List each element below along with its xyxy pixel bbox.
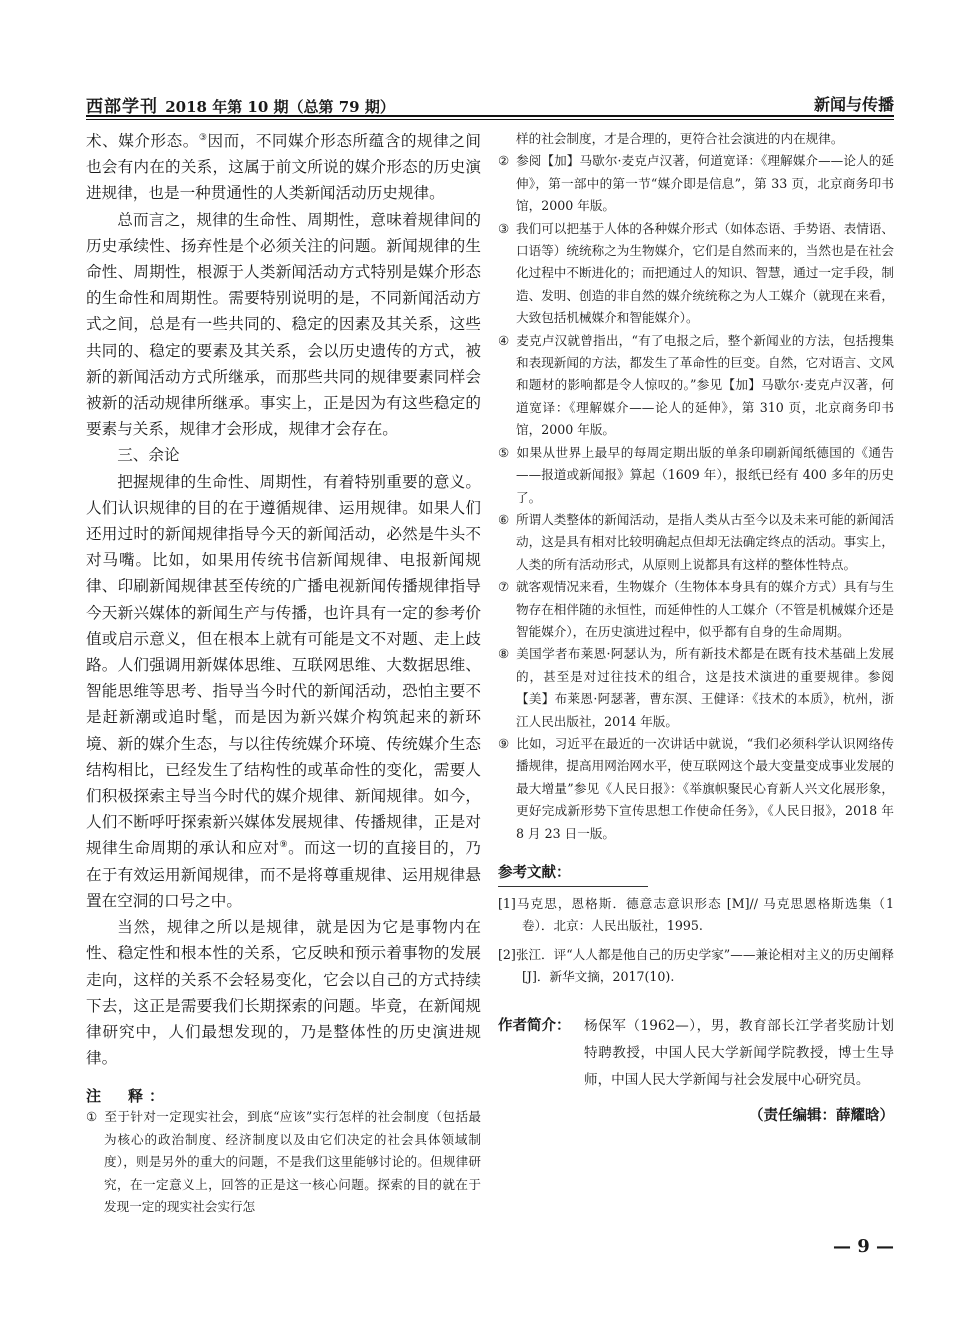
footnote-text: 样的社会制度，才是合理的，更符合社会演进的内在规律。	[516, 131, 844, 146]
reference-number: [2]	[498, 946, 516, 962]
header-journal-info	[86, 92, 395, 117]
footnote-text: 比如，习近平在最近的一次讲话中就说，“我们必须科学认识网络传播规律，提高用网治网水平，使互联网这个最大变量变成事业发展的最大增量”参见《人民日报》：《举旗帜聚民心育新人兴文化展形象，更好完成新形势下宣传思想工作使命任务》，《人民日报》，2018 年 8 月 23 日一版。	[516, 735, 894, 841]
footnote	[498, 218, 894, 330]
section-name: 新闻与传播	[813, 95, 894, 114]
header-rule-thin	[86, 119, 894, 120]
reference-item	[498, 893, 894, 938]
left-column	[86, 128, 481, 1218]
footnote	[498, 509, 894, 576]
footnote	[498, 576, 894, 643]
footnote-number: ①	[86, 1109, 98, 1125]
body-paragraph	[86, 914, 481, 1071]
footnote	[86, 1106, 481, 1218]
body-paragraph	[86, 207, 481, 443]
footnote-number: ③	[498, 220, 510, 236]
paragraph-text-cont: 。而这一切的直接目的，乃在于有效运用新闻规律，而不是将尊重规律、运用规律悬置在空洞的口号之中。	[86, 839, 481, 910]
footnote	[498, 733, 894, 845]
reference-text: 马克思，恩格斯．德意志意识形态 [M]// 马克思恩格斯选集（1 卷）．北京：人民出版社，1995.	[515, 896, 894, 934]
footnote	[498, 150, 894, 217]
body-paragraph	[86, 469, 481, 914]
footnote-text: 如果从世界上最早的每周定期出版的单条印刷新闻纸德国的《通告——报道或新闻报》算起（1609 年），报纸已经有 400 多年的历史了。	[516, 444, 894, 505]
footnote-marker: ③	[198, 132, 208, 143]
footnote-number: ②	[498, 153, 510, 169]
footnote-number: ⑥	[498, 511, 510, 527]
page-number: — 9 —	[832, 1236, 894, 1257]
body-paragraph	[86, 128, 481, 207]
paragraph-text: 术、媒介形态。	[86, 132, 199, 150]
notes-title: 注 释：	[86, 1087, 171, 1106]
footnote-number: ④	[498, 332, 510, 348]
footnote	[498, 330, 894, 442]
paragraph-text-cont: 因而，不同媒介形态所蕴含的规律之间也会有内在的关系，这属于前文所说的媒介形态的历史演进规律，也是一种贯通性的人类新闻活动历史规律。	[86, 132, 481, 203]
responsible-editor: （责任编辑：薛耀晗）	[749, 1107, 894, 1124]
right-column	[498, 128, 894, 1125]
footnote-text: 所谓人类整体的新闻活动，是指人类从古至今以及未来可能的新闻活动，这是具有相对比较明确起点但却无法确定终点的活动。事实上，人类的所有活动形式，从原则上说都具有这样的整体性特点。	[516, 511, 894, 572]
footnote-text: 麦克卢汉就曾指出，“有了电报之后，整个新闻业的方法，包括搜集和表现新闻的方法，都发生了革命性的巨变。自然，它对语言、文风和题材的影响都是令人惊叹的。”参见【加】马歇尔·麦克卢汉著，何道宽译：《理解媒介——论人的延伸》，第 310 页，北京商务印书馆，2000 年版。	[516, 332, 894, 438]
author-text: 杨保军（1962—），男，教育部长江学者奖励计划特聘教授，中国人民大学新闻学院教授，博士生导师，中国人民大学新闻与社会发展中心研究员。	[584, 1017, 894, 1088]
reference-item	[498, 944, 894, 989]
footnote-text: 美国学者布莱恩·阿瑟认为，所有新技术都是在既有技术基础上发展的，甚至是对过往技术的组合，这是技术演进的重要规律。参阅【美】布莱恩·阿瑟著，曹东溟、王健译：《技术的本质》，杭州，浙江人民出版社，2014 年版。	[516, 646, 894, 729]
references-title: 参考文献：	[498, 861, 648, 887]
footnote-number: ⑤	[498, 444, 510, 460]
footnote-text: 就客观情况来看，生物媒介（生物体本身具有的媒介方式）具有与生物存在相伴随的永恒性，而延伸性的人工媒介（不管是机械媒介还是智能媒介），在历史演进过程中，似乎都有自身的生命周期。	[516, 579, 894, 639]
issue-info: 2018 年第 10 期（总第 79 期）	[165, 98, 395, 116]
section-heading: 三、余论	[117, 446, 180, 465]
footnote-number: ⑨	[498, 735, 510, 751]
footnote-text: 我们可以把基于人体的各种媒介形式（如体态语、手势语、表情语、口语等）统统称之为生物媒介，它们是自然而来的，当然也是在社会化过程中不断进化的；而把通过人的知识、智慧，通过一定手段，制造、发明、创造的非自然的媒介统统称之为人工媒介（就现在来看，大致包括机械媒介和智能媒介）。	[516, 220, 894, 326]
footnote-marker: ⑨	[279, 840, 289, 851]
header-rule	[86, 115, 894, 117]
footnote-number: ⑧	[498, 646, 510, 662]
footnote-number: ⑦	[498, 579, 510, 595]
reference-text: 张江．评“人人都是他自己的历史学家”——兼论相对主义的历史阐释 [J]．新华文摘，2017(10).	[515, 946, 894, 985]
author-label: 作者简介：	[498, 1017, 571, 1034]
paragraph-text: 把握规律的生命性、周期性，有着特别重要的意义。人们认识规律的目的在于遵循规律、运用规律。如果人们还用过时的新闻规律指导今天的新闻活动，必然是牛头不对马嘴。比如，如果用传统书信新闻规律、电报新闻规律、印刷新闻规律甚至传统的广播电视新闻传播规律指导今天新兴媒体的新闻生产与传播，也许具有一定的参考价值或启示意义，但在根本上就有可能是文不对题、走上歧路。人们强调用新媒体思维、互联网思维、大数据思维、智能思维等思考、指导当今时代的新闻活动，恐怕主要不是赶新潮或追时髦，而是因为新兴媒介构筑起来的新环境、新的媒介生态，与以往传统媒介环境、传统媒介生态结构相比，已经发生了结构性的或革命性的变化，需要人们积极探索主导当今时代的媒介规律、新闻规律。如今，人们不断呼吁探索新兴媒体发展规律、传播规律，正是对规律生命周期的承认和应对	[86, 472, 481, 858]
footnote	[498, 128, 894, 150]
footnote-text: 参阅【加】马歇尔·麦克卢汉著，何道宽译：《理解媒介——论人的延伸》，第一部中的第一节“媒介即是信息”，第 33 页，北京商务印书馆，2000 年版。	[516, 153, 894, 214]
footnote	[498, 442, 894, 509]
journal-name: 西部学刊	[86, 97, 158, 117]
reference-number: [1]	[498, 896, 516, 911]
footnote-text: 至于针对一定现实社会，到底“应该”实行怎样的社会制度（包括最为核心的政治制度、经济制度以及由它们决定的社会具体领域制度），则是另外的重大的问题，不是我们这里能够讨论的。但规律研究，在一定意义上，回答的正是这一核心问题。探索的目的就在于发现一定的现实社会实行怎	[104, 1109, 481, 1214]
author-bio	[498, 1013, 894, 1094]
footnote	[498, 643, 894, 733]
paragraph-text: 总而言之，规律的生命性、周期性，意味着规律间的历史承续性、扬弃性是个必须关注的问题。新闻规律的生命性、周期性，根源于人类新闻活动方式特别是媒介形态的生命性和周期性。需要特别说明的是，不同新闻活动方式之间，总是有一些共同的、稳定的因素及其关系，这些共同的、稳定的要素及其关系，会以历史遗传的方式，被新的新闻活动方式所继承，而那些共同的规律要素同样会被新的活动规律所继承。事实上，正是因为有这些稳定的要素与关系，规律才会形成，规律才会存在。	[86, 210, 481, 439]
paragraph-text: 当然，规律之所以是规律，就是因为它是事物内在性、稳定性和根本性的关系，它反映和预示着事物的发展走向，这样的关系不会轻易变化，它会以自己的方式持续下去，这正是需要我们长期探索的问题。毕竟，在新闻规律研究中，人们最想发现的，乃是整体性的历史演进规律。	[86, 918, 481, 1068]
page-header	[86, 86, 894, 116]
